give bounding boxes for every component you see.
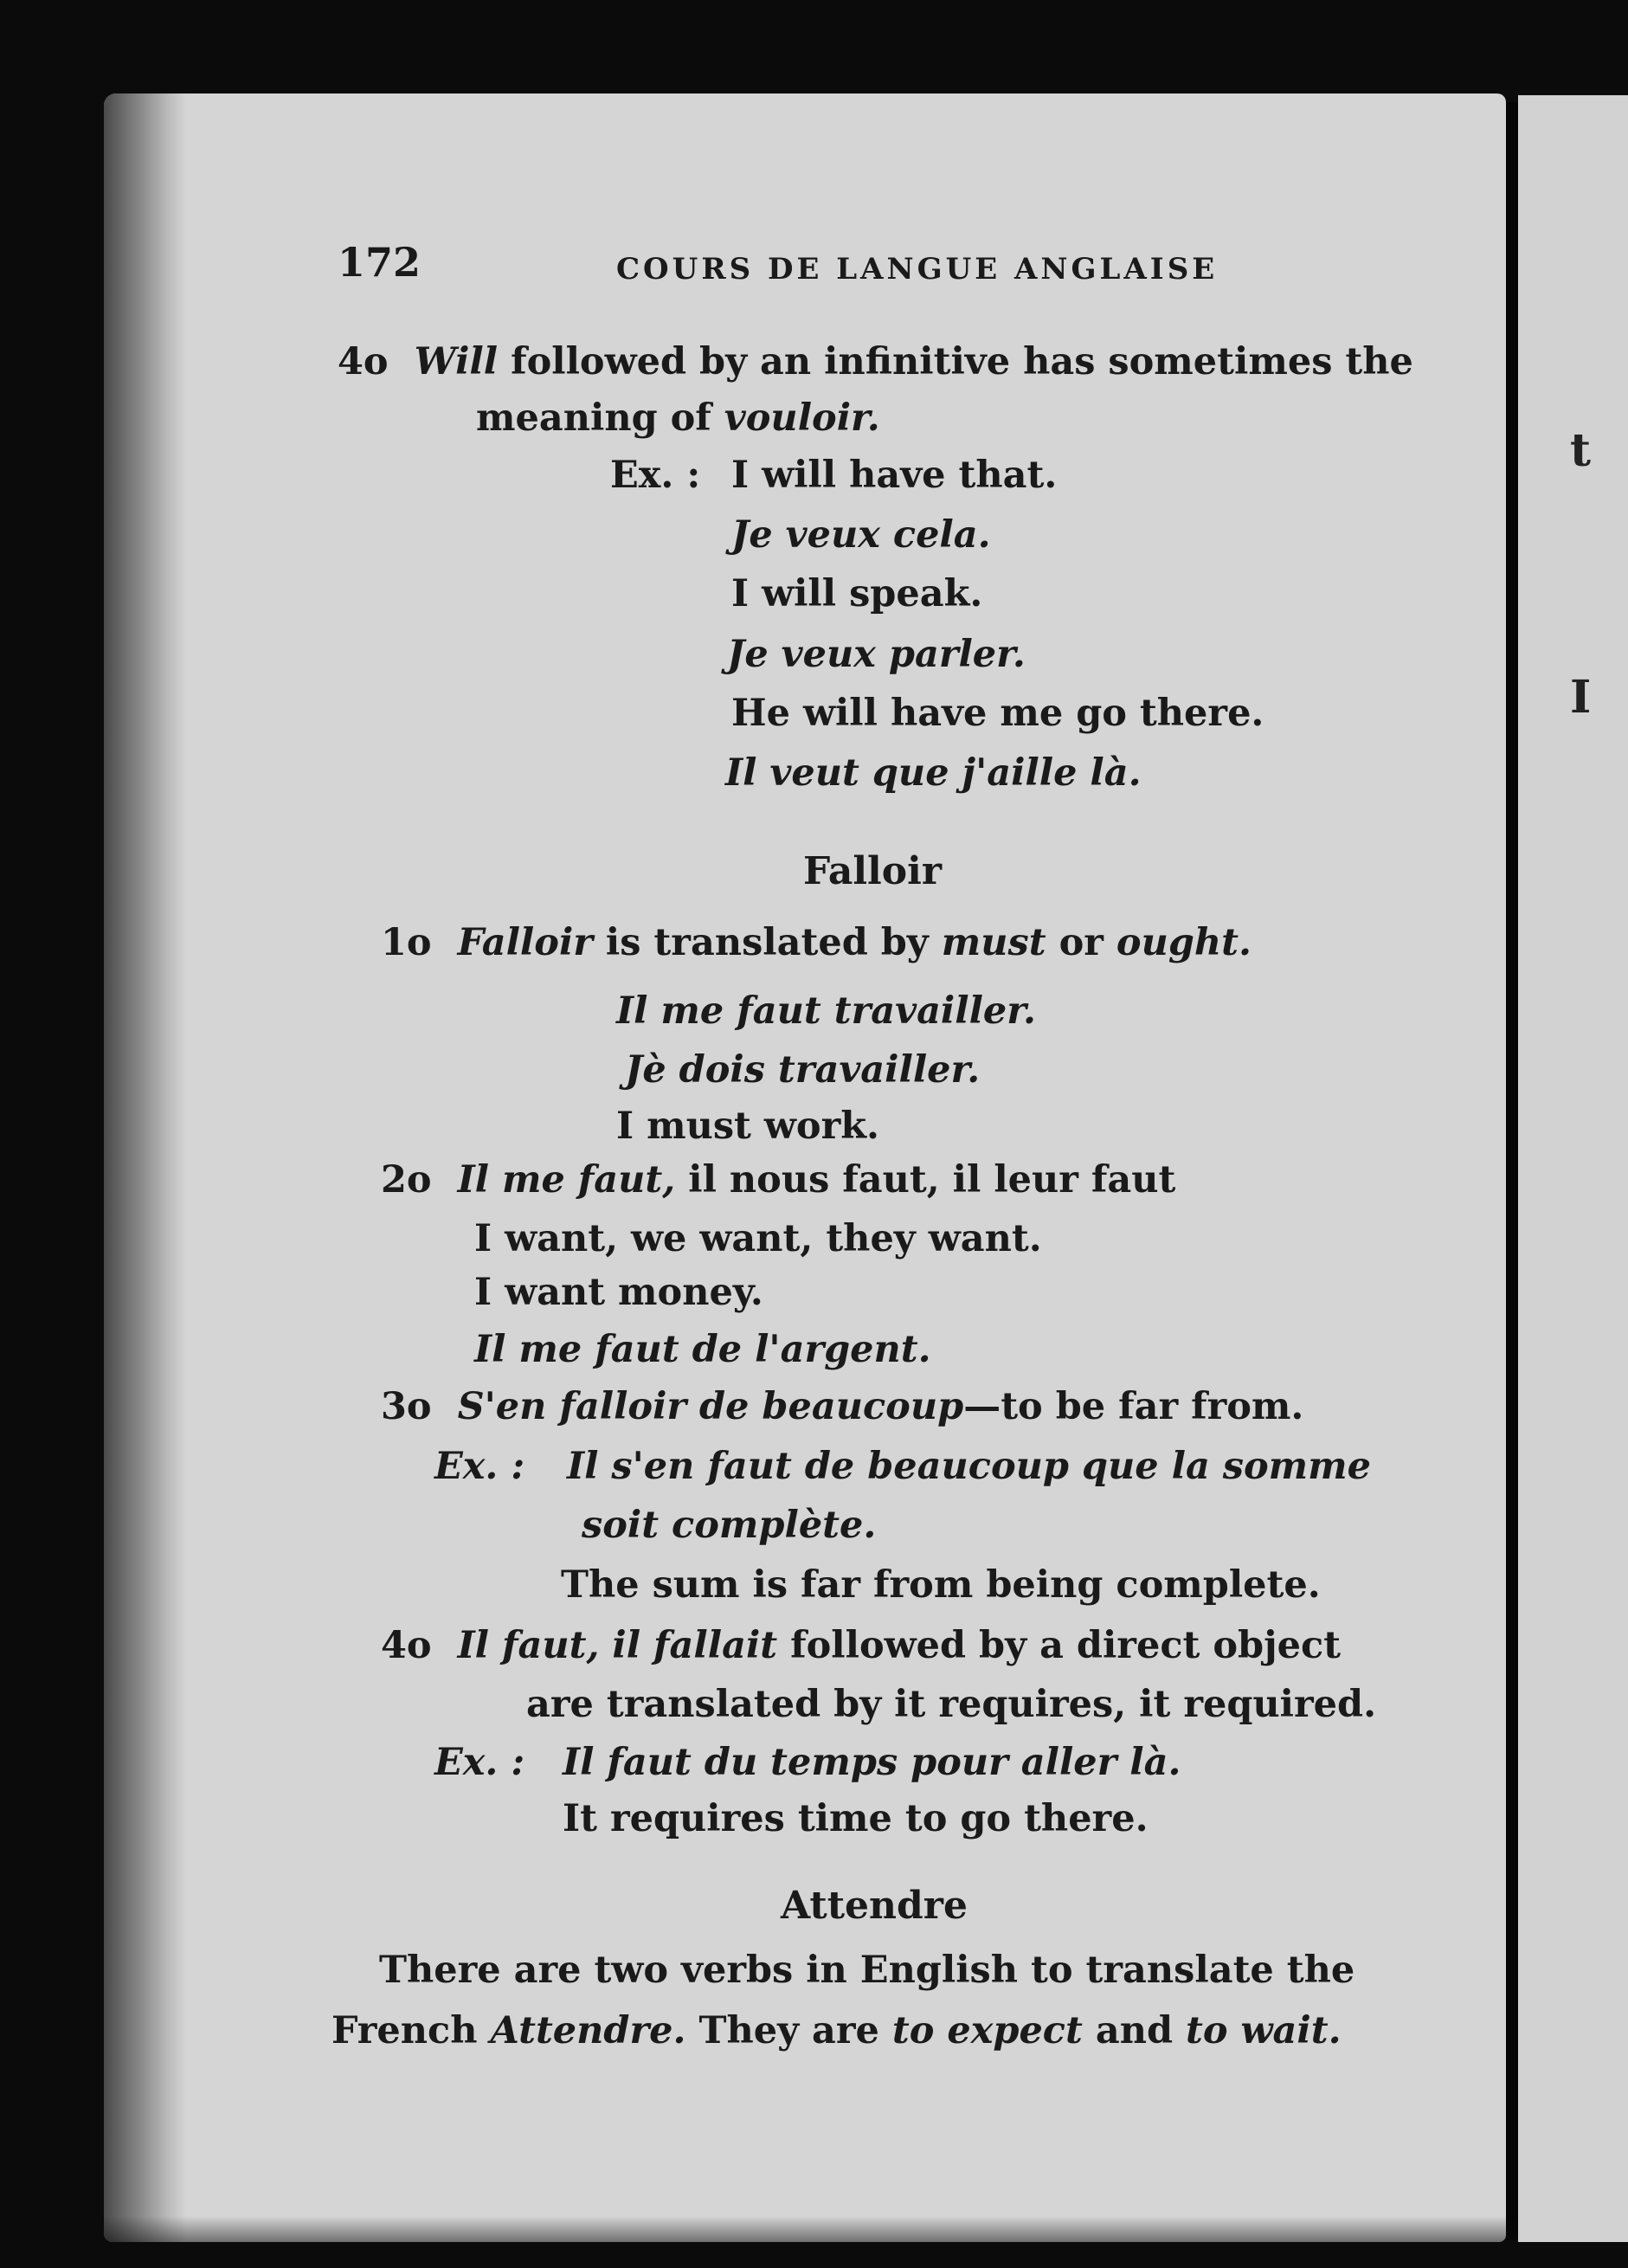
item-number: 4o bbox=[338, 340, 389, 383]
term: Il me faut, bbox=[457, 1158, 676, 1202]
text: il nous faut, il leur faut bbox=[675, 1158, 1176, 1202]
section-heading-attendre: Attendre bbox=[781, 1884, 968, 1928]
section-heading-falloir: Falloir bbox=[803, 849, 943, 893]
translation-line: The sum is far from being complete. bbox=[561, 1563, 1321, 1607]
text-line bbox=[331, 2009, 1342, 2052]
example-line: soit complète. bbox=[582, 1504, 877, 1547]
text: followed by an infinitive has sometimes the bbox=[498, 340, 1413, 383]
item-number: 3o bbox=[381, 1385, 432, 1428]
translation-line: It requires time to go there. bbox=[563, 1797, 1149, 1840]
term: to wait. bbox=[1186, 2009, 1342, 2052]
text: is translated by bbox=[592, 921, 942, 964]
text: They are bbox=[685, 2009, 892, 2052]
term: Falloir bbox=[457, 921, 593, 964]
item-number: 1o bbox=[381, 921, 432, 964]
facing-page-fragment: I bbox=[1570, 671, 1592, 724]
falloir-point-4 bbox=[381, 1624, 1342, 1667]
page-gutter bbox=[1506, 102, 1518, 2240]
term: vouloir. bbox=[724, 396, 880, 440]
example-line: Il veut que j'aille là. bbox=[725, 751, 1142, 795]
text: —to be far from. bbox=[963, 1385, 1304, 1428]
example-line: Jè dois travailler. bbox=[625, 1048, 981, 1092]
term: ought. bbox=[1116, 921, 1252, 964]
running-title: COURS DE LANGUE ANGLAISE bbox=[616, 252, 1219, 287]
facing-page-fragment: t bbox=[1570, 424, 1592, 477]
facing-page-edge bbox=[1518, 95, 1628, 2242]
text: French bbox=[331, 2009, 491, 2052]
example-line: Il faut du temps pour aller là. bbox=[563, 1741, 1181, 1784]
item-number: 2o bbox=[381, 1158, 432, 1202]
example-label: Ex. : bbox=[434, 1445, 525, 1488]
text-line: are translated by it requires, it required. bbox=[526, 1683, 1377, 1726]
example-line: He will have me go there. bbox=[731, 692, 1264, 735]
term: must bbox=[941, 921, 1046, 964]
example-label: Ex. : bbox=[434, 1741, 525, 1784]
item-number: 4o bbox=[381, 1624, 432, 1667]
text-line: There are two verbs in English to translate the bbox=[379, 1949, 1355, 1992]
example-line: I must work. bbox=[616, 1105, 880, 1148]
example-line: Il me faut travailler. bbox=[616, 989, 1036, 1033]
example-line: Il s'en faut de beaucoup que la somme bbox=[567, 1445, 1372, 1488]
falloir-point-3 bbox=[381, 1385, 1304, 1428]
falloir-point-2 bbox=[381, 1158, 1176, 1202]
text: followed by a direct object bbox=[777, 1624, 1342, 1667]
text-line: I want, we want, they want. bbox=[474, 1217, 1042, 1260]
example-line: I will speak. bbox=[731, 572, 983, 615]
text-line: Il me faut de l'argent. bbox=[474, 1328, 931, 1371]
text: meaning of bbox=[476, 396, 724, 440]
example-line: Je veux cela. bbox=[731, 513, 991, 557]
text-line: I want money. bbox=[474, 1271, 763, 1314]
bottom-shadow bbox=[104, 2216, 1518, 2268]
example-line: I will have that. bbox=[731, 454, 1058, 497]
will-line-1 bbox=[338, 340, 1413, 383]
term: to expect bbox=[891, 2009, 1083, 2052]
page-number: 172 bbox=[338, 239, 421, 286]
term: Il faut, il fallait bbox=[457, 1624, 778, 1667]
example-label: Ex. : bbox=[610, 454, 701, 497]
falloir-point-1 bbox=[381, 921, 1252, 964]
term: S'en falloir de beaucoup bbox=[457, 1385, 964, 1428]
page-spine-shadow bbox=[104, 93, 186, 2242]
term: Attendre. bbox=[490, 2009, 686, 2052]
term: Will bbox=[414, 340, 499, 383]
will-line-2 bbox=[476, 396, 880, 440]
text: or bbox=[1046, 921, 1116, 964]
example-line: Je veux parler. bbox=[727, 633, 1026, 676]
text: and bbox=[1082, 2009, 1186, 2052]
